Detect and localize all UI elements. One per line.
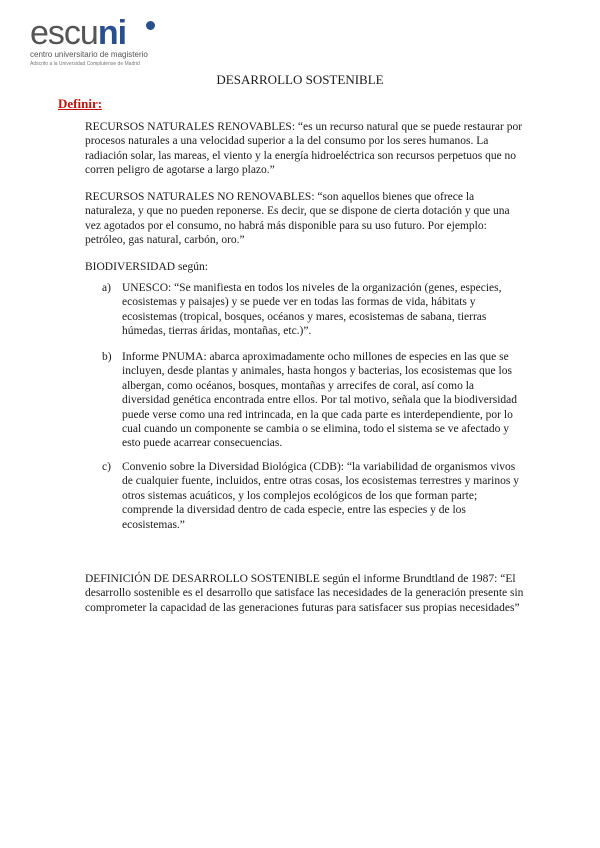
list-marker: b) xyxy=(102,351,112,363)
text-definicion: según el informe Brundtland de 1987: “El desarrollo sostenible es el desarrollo que satisface las necesidades de la generación presente sin comprometer la capacidad de las generaciones futuras para satisfacer sus propias necesidades” xyxy=(85,573,524,614)
list-item-pnuma xyxy=(102,350,522,451)
logo-tagline: centro universitario de magisterio xyxy=(30,50,148,59)
term-renovables: RECURSOS NATURALES RENOVABLES xyxy=(85,121,292,133)
biodiversidad-heading: BIODIVERSIDAD según: xyxy=(85,261,208,273)
list-item-text: Informe PNUMA: abarca aproximadamente ocho millones de especies en las que se incluyen, desde plantas y animales, hasta hongos y bacterias, los ecosistemas que los albergan, como océanos, bosques, montañas y arrecifes de coral, así como la diversidad genética encontrada entre ellos. Por tal motivo, señala que la biodiversidad puede verse como una red intrincada, en la que cada parte es interdependiente, por lo cual cuando un componente se cambia o se elimina, todo el sistema se ve afectado y esto puede acarrear consecuencias. xyxy=(122,351,518,450)
list-marker: c) xyxy=(102,461,111,473)
list-item-cdb xyxy=(102,460,522,532)
list-item-text: UNESCO: “Se manifiesta en todos los niveles de la organización (genes, especies, ecosistemas y paisajes) y se puede ver en todas las formas de vida, hábitats y ecosistemas (tropical, bosques, océanos y mares, ecosistemas de sabana, tierras húmedas, tierras áridas, montañas, etc.)”. xyxy=(122,282,502,338)
logo-wordmark: escuni xyxy=(30,14,127,52)
list-item-text: Convenio sobre la Diversidad Biológica (CDB): “la variabilidad de organismos vivos de cualquier fuente, incluidos, entre otras cosas, los ecosistemas terrestres y marinos y otros sistemas acuáticos, y los complejos ecológicos de los que forman parte; comprende la diversidad dentro de cada especie, entre las especies y de los ecosistemas.” xyxy=(122,461,519,531)
page-title: DESARROLLO SOSTENIBLE xyxy=(216,72,384,87)
paragraph-no-renovables xyxy=(85,190,525,248)
logo-badge-icon xyxy=(146,21,155,30)
term-no-renovables: RECURSOS NATURALES NO RENOVABLES xyxy=(85,191,312,203)
logo-subline: Adscrito a la Universidad Complutense de Madrid xyxy=(30,61,140,67)
text-renovables: : “es un recurso natural que se puede restaurar por procesos naturales a una velocidad superior a la del consumo por los seres humanos. La radiación solar, las mareas, el viento y la energía hidroeléctrica son recursos perpetuos que no corren peligro de agotarse a largo plazo.” xyxy=(85,121,523,177)
term-definicion: DEFINICIÓN DE DESARROLLO SOSTENIBLE xyxy=(85,573,320,585)
text-no-renovables: : “son aquellos bienes que ofrece la naturaleza, y que no pueden reponerse. Es decir, que se dispone de cierta dotación y que una vez agotados por el consumo, no habrá más disponible para su uso futuro. Por ejemplo: petróleo, gas natural, carbón, oro.” xyxy=(85,191,510,247)
section-heading: Definir: xyxy=(58,96,103,111)
list-marker: a) xyxy=(102,282,111,294)
paragraph-definicion xyxy=(85,572,525,615)
escuni-logo xyxy=(30,14,190,70)
list-item-unesco xyxy=(102,281,522,339)
paragraph-renovables xyxy=(85,120,525,178)
